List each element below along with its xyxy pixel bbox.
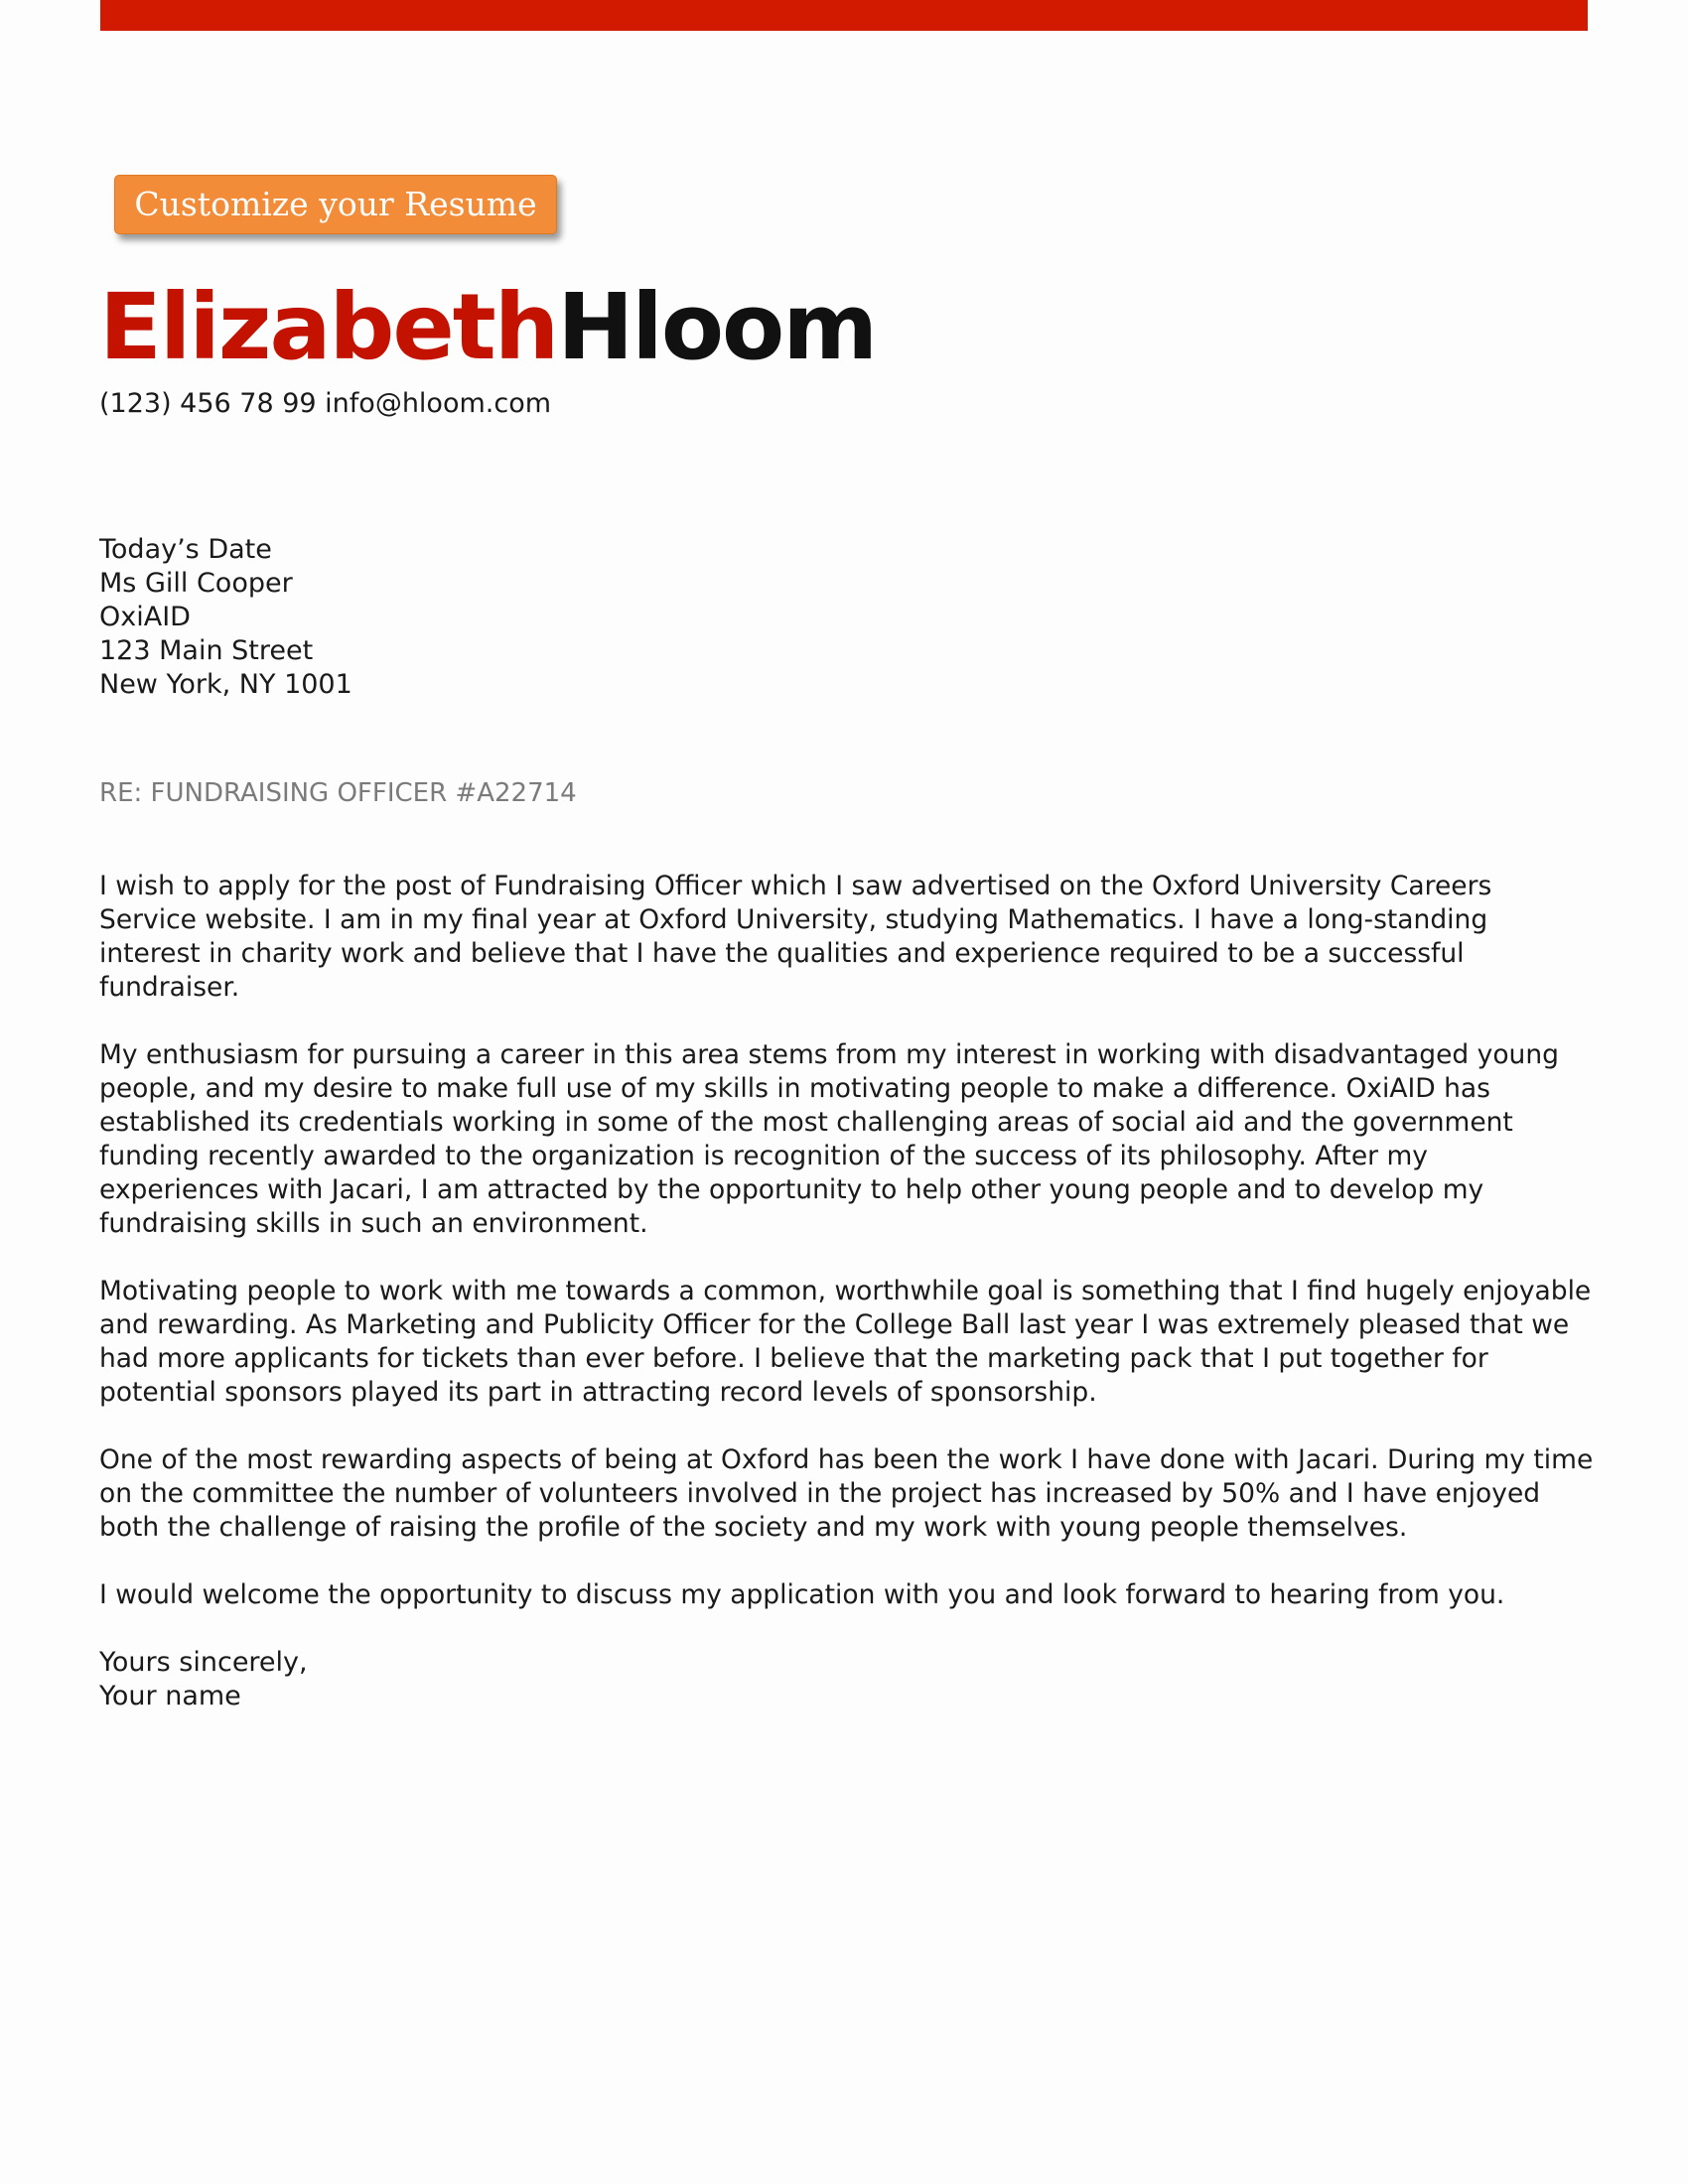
body-paragraph: I would welcome the opportunity to discuss my application with you and look forward to hearing from you.: [99, 1579, 1505, 1610]
body-paragraph: Motivating people to work with me towards a common, worthwhile goal is something that I find hugely enjoyable and rewarding. As Marketing and Publicity Officer for the College Ball last year I was extremely pleased that we had more applicants for tickets than ever before. I believe that the marketing pack that I put together for potential sponsors played its part in attracting record levels of sponsorship.: [99, 1276, 1592, 1408]
first-name: Elizabeth: [99, 274, 558, 380]
contact-info: (123) 456 78 99 info@hloom.com: [99, 388, 552, 419]
recipient-block: [99, 533, 352, 702]
recipient-name: Ms Gill Cooper: [99, 568, 293, 599]
last-name: Hloom: [557, 274, 877, 380]
recipient-organization: OxiAID: [99, 602, 191, 632]
body-paragraph: I wish to apply for the post of Fundraising Officer which I saw advertised on the Oxford University Careers Service website. I am in my final year at Oxford University, studying Mathematics. I have a long-standing interest in charity work and believe that I have the qualities and experience required to be a successful fundraiser.: [99, 871, 1492, 1003]
letter-body: [99, 870, 1594, 1646]
closing-block: [99, 1646, 308, 1713]
closing-salutation: Yours sincerely,: [99, 1647, 308, 1678]
body-paragraph: One of the most rewarding aspects of being at Oxford has been the work I have done with Jacari. During my time on the committee the number of volunteers involved in the project has increased by 50% and I have enjoyed both the challenge of raising the profile of the society and my work with young people themselves.: [99, 1444, 1594, 1543]
letter-date: Today’s Date: [99, 534, 272, 565]
recipient-city: New York, NY 1001: [99, 669, 352, 700]
recipient-street: 123 Main Street: [99, 635, 314, 666]
applicant-name: [99, 268, 876, 387]
signature-name: Your name: [99, 1681, 241, 1711]
body-paragraph: My enthusiasm for pursuing a career in this area stems from my interest in working with disadvantaged young people, and my desire to make full use of my skills in motivating people to make a difference. OxiAID has established its credentials working in some of the most challenging areas of social aid and the government funding recently awarded to the organization is recognition of the success of its philosophy. After my experiences with Jacari, I am attracted by the opportunity to help other young people and to develop my fundraising skills in such an environment.: [99, 1039, 1559, 1239]
customize-resume-button[interactable]: Customize your Resume: [114, 175, 557, 234]
top-accent-bar: [100, 0, 1588, 31]
subject-line: RE: FUNDRAISING OFFICER #A22714: [99, 778, 577, 808]
